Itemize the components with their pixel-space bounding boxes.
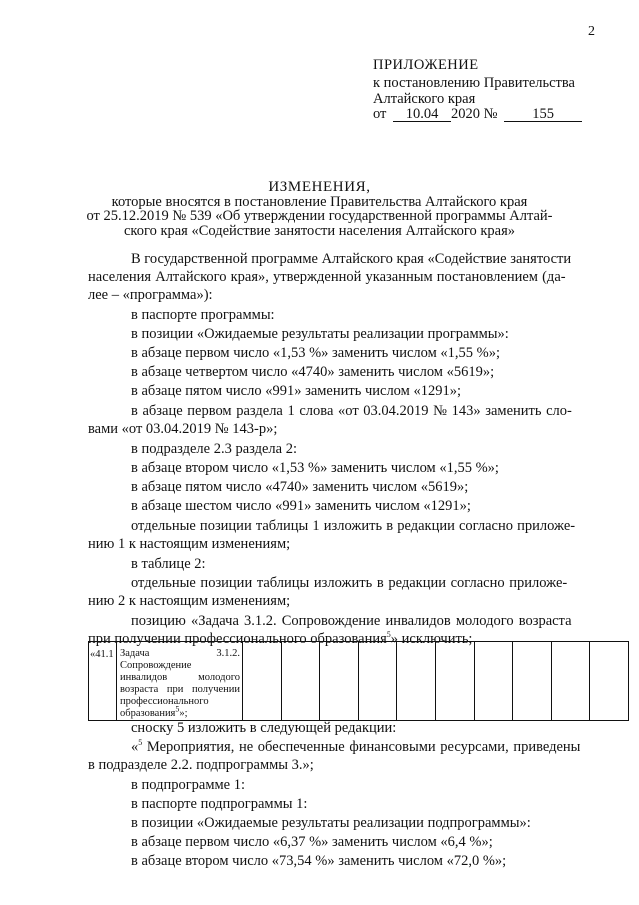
paragraph-line: отдельные позиции таблицы 1 изложить в редакции согласно приложе- — [131, 518, 576, 534]
paragraph-line: нию 2 к настоящим изменениям; — [88, 593, 291, 609]
paragraph-line: в абзаце шестом число «991» заменить числом «1291»; — [131, 498, 471, 514]
table-task-text: Задача 3.1.2. Сопровождение инвалидов молодого возраста при получении профессионального образования$^5$»; — [117, 642, 243, 721]
paragraph-line: в подразделе 2.2. подпрограммы 3.»; — [88, 757, 314, 773]
paragraph-line: сноску 5 изложить в следующей редакции: — [131, 720, 397, 736]
heading-line-1: которые вносятся в постановление Правительства Алтайского края — [111, 194, 528, 210]
paragraph-line: в абзаце первом число «1,53 %» заменить числом «1,55 %»; — [131, 345, 501, 361]
table-row-number: «41.1 — [89, 642, 117, 721]
paragraph-line: при получении профессионального образования$^5$» исключить; — [88, 630, 473, 647]
paragraph-line: позицию «Задача 3.1.2. Сопровождение инвалидов молодого возраста — [131, 613, 572, 629]
paragraph-line: вами «от 03.04.2019 № 143-р»; — [88, 421, 278, 437]
paragraph-line: в абзаце четвертом число «4740» заменить числом «5619»; — [131, 364, 495, 380]
table-cell — [513, 642, 552, 721]
paragraph-line: населения Алтайского края», утвержденной указанным постановлением (да- — [88, 269, 566, 285]
table-cell — [243, 642, 282, 721]
appendix-line-2: Алтайского края — [373, 91, 476, 107]
appendix-date-line — [373, 106, 582, 122]
table-cell — [474, 642, 513, 721]
paragraph-line: в абзаце первом число «6,37 %» заменить числом «6,4 %»; — [131, 834, 493, 850]
paragraph-line: В государственной программе Алтайского края «Содействие занятости — [131, 251, 572, 267]
paragraph-line: лее – «программа»): — [88, 287, 213, 303]
paragraph-line: в позиции «Ожидаемые результаты реализации подпрограммы»: — [131, 815, 531, 831]
table-cell — [397, 642, 436, 721]
paragraph-line: в паспорте программы: — [131, 307, 275, 323]
paragraph-line: в абзаце первом раздела 1 слова «от 03.04.2019 № 143» заменить сло- — [131, 403, 572, 419]
date-prefix: от — [373, 106, 387, 122]
decree-number: 155 — [504, 107, 582, 122]
table-cell — [590, 642, 629, 721]
table-cell — [435, 642, 474, 721]
paragraph-line: в абзаце пятом число «4740» заменить числом «5619»; — [131, 479, 469, 495]
paragraph-line: в подразделе 2.3 раздела 2: — [131, 441, 297, 457]
paragraph-line: в абзаце втором число «1,53 %» заменить числом «1,55 %»; — [131, 460, 499, 476]
paragraph-line: отдельные позиции таблицы изложить в редакции согласно приложе- — [131, 575, 568, 591]
date-value: 10.04 — [393, 107, 451, 122]
table-cell — [358, 642, 397, 721]
table-cell — [281, 642, 320, 721]
insert-table — [88, 641, 629, 721]
paragraph-line: нию 1 к настоящим изменениям; — [88, 536, 291, 552]
year: 2020 № — [451, 106, 498, 122]
heading-line-2: от 25.12.2019 № 539 «Об утверждении государственной программы Алтай- — [86, 208, 553, 224]
table-cell — [551, 642, 590, 721]
paragraph-line: «$^5$ Мероприятия, не обеспеченные финансовыми ресурсами, приведены — [131, 738, 581, 755]
appendix-title: ПРИЛОЖЕНИЕ — [373, 57, 479, 73]
page-number: 2 — [588, 24, 595, 39]
heading-line-3: ского края «Содействие занятости населения Алтайского края» — [123, 223, 515, 239]
paragraph-line: в подпрограмме 1: — [131, 777, 246, 793]
heading-title: ИЗМЕНЕНИЯ, — [268, 179, 371, 195]
paragraph-line: в абзаце пятом число «991» заменить числом «1291»; — [131, 383, 461, 399]
paragraph-line: в позиции «Ожидаемые результаты реализации программы»: — [131, 326, 509, 342]
footnote-ref: 5 — [386, 630, 391, 640]
paragraph-line: в абзаце втором число «73,54 %» заменить числом «72,0 %»; — [131, 853, 507, 869]
paragraph-line: в паспорте подпрограммы 1: — [131, 796, 308, 812]
appendix-line-1: к постановлению Правительства — [373, 75, 575, 91]
table-cell — [320, 642, 359, 721]
paragraph-line: в таблице 2: — [131, 556, 206, 572]
